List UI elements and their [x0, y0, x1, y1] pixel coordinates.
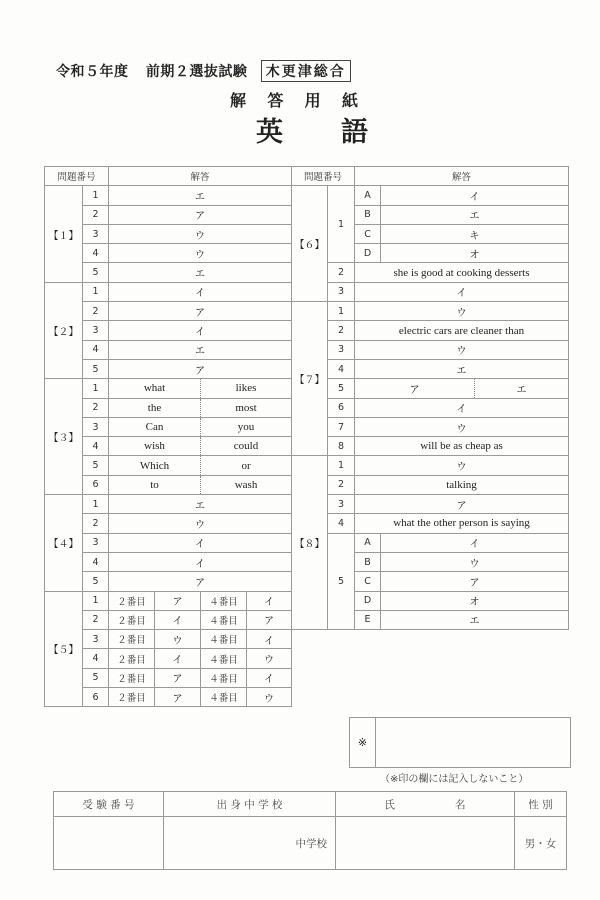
- item-number: 4: [83, 649, 109, 668]
- answer-cell: ウ: [355, 302, 569, 321]
- answer-cell: ア: [155, 668, 201, 687]
- item-number: 4: [83, 437, 109, 456]
- exam-year: 令和５年度: [56, 64, 129, 80]
- table-row: [45, 610, 292, 629]
- table-row: [45, 340, 292, 359]
- table-row: [45, 205, 292, 224]
- table-row: [45, 649, 292, 668]
- table-row: [292, 417, 569, 436]
- subtitle-char: 解: [230, 91, 247, 110]
- answer-cell: ア: [109, 359, 292, 378]
- answer-cell: ウ: [155, 630, 201, 649]
- answer-cell: ア: [381, 572, 569, 591]
- grader-score-area: [376, 718, 570, 767]
- answer-cell: ア: [109, 205, 292, 224]
- table-row: [292, 379, 569, 398]
- answer-cell: ウ: [355, 340, 569, 359]
- item-number: 5: [83, 572, 109, 591]
- subtitle-char: 用: [304, 91, 321, 110]
- answer-cell: likes: [201, 379, 292, 398]
- item-number: 4: [83, 340, 109, 359]
- name-header-char: 名: [455, 798, 466, 811]
- answer-cell: she is good at cooking desserts: [355, 263, 569, 282]
- answer-cell: イ: [247, 630, 292, 649]
- table-row: [45, 591, 292, 610]
- sub-item-label: D: [355, 244, 381, 263]
- sub-item-label: A: [355, 533, 381, 552]
- answer-cell: エ: [109, 495, 292, 514]
- table-row: [45, 437, 292, 456]
- table-row: [45, 668, 292, 687]
- table-row: [45, 572, 292, 591]
- question-label: 【８】: [292, 456, 328, 630]
- sub-item-label: C: [355, 224, 381, 243]
- answer-cell: wish: [109, 437, 201, 456]
- item-number: 4: [328, 514, 355, 533]
- second-position-label: ２番目: [109, 649, 155, 668]
- answer-cell: ア: [155, 591, 201, 610]
- item-number: 2: [83, 398, 109, 417]
- col-question-header: 問題番号: [292, 167, 355, 186]
- name-field[interactable]: [336, 817, 515, 870]
- grader-note: （※印の欄には記入しないこと）: [380, 774, 529, 785]
- answer-cell: will be as cheap as: [355, 437, 569, 456]
- reference-mark: ※: [350, 718, 376, 767]
- question-label: 【１】: [45, 186, 83, 282]
- fourth-position-label: ４番目: [201, 610, 247, 629]
- name-header-char: 氏: [384, 798, 395, 811]
- table-row: [292, 359, 569, 378]
- item-number: 5: [328, 533, 355, 629]
- item-number: 4: [328, 359, 355, 378]
- item-number: 4: [83, 552, 109, 571]
- item-number: 3: [83, 533, 109, 552]
- sub-item-label: B: [355, 552, 381, 571]
- answer-cell: イ: [109, 552, 292, 571]
- item-number: 5: [83, 263, 109, 282]
- second-position-label: ２番目: [109, 688, 155, 707]
- table-row: [45, 456, 292, 475]
- answer-cell: Can: [109, 417, 201, 436]
- question-label: 【２】: [45, 282, 83, 378]
- table-row: [45, 263, 292, 282]
- answer-cell: talking: [355, 475, 569, 494]
- answer-cell: イ: [109, 282, 292, 301]
- table-row: [292, 340, 569, 359]
- school-field[interactable]: [164, 817, 336, 870]
- table-row: [292, 321, 569, 340]
- item-number: 1: [328, 302, 355, 321]
- table-row: [292, 437, 569, 456]
- item-number: 6: [328, 398, 355, 417]
- gender-field[interactable]: 男・女: [515, 817, 567, 870]
- answer-cell: ア: [355, 495, 569, 514]
- answer-cell: ウ: [109, 244, 292, 263]
- table-row: [45, 552, 292, 571]
- item-number: 3: [83, 321, 109, 340]
- answer-cell: キ: [381, 224, 569, 243]
- title-char: 英: [256, 117, 283, 148]
- answer-cell: イ: [381, 186, 569, 205]
- item-number: 1: [328, 186, 355, 263]
- table-row: [45, 533, 292, 552]
- item-number: 5: [83, 359, 109, 378]
- answer-cell: ウ: [109, 224, 292, 243]
- item-number: 1: [83, 495, 109, 514]
- second-position-label: ２番目: [109, 668, 155, 687]
- student-info-table: [53, 791, 567, 870]
- item-number: 3: [328, 340, 355, 359]
- fourth-position-label: ４番目: [201, 668, 247, 687]
- fourth-position-label: ４番目: [201, 688, 247, 707]
- item-number: 3: [83, 630, 109, 649]
- answer-cell: イ: [155, 610, 201, 629]
- second-position-label: ２番目: [109, 591, 155, 610]
- table-row: [292, 495, 569, 514]
- table-row: [45, 688, 292, 707]
- answer-cell: could: [201, 437, 292, 456]
- answer-table-right: [291, 166, 569, 630]
- answer-cell: イ: [381, 533, 569, 552]
- second-position-label: ２番目: [109, 630, 155, 649]
- answer-cell: イ: [355, 282, 569, 301]
- item-number: 7: [328, 417, 355, 436]
- table-row: [45, 321, 292, 340]
- table-row: [45, 302, 292, 321]
- item-number: 1: [83, 591, 109, 610]
- table-row: [292, 456, 569, 475]
- item-number: 6: [83, 688, 109, 707]
- grader-only-box: [349, 717, 571, 768]
- answer-cell: オ: [381, 591, 569, 610]
- item-number: 2: [83, 610, 109, 629]
- table-row: [45, 186, 292, 205]
- item-number: 3: [83, 417, 109, 436]
- table-row: [45, 379, 292, 398]
- col-question-header: 問題番号: [45, 167, 109, 186]
- item-number: 4: [83, 244, 109, 263]
- answer-cell: what: [109, 379, 201, 398]
- answer-cell: イ: [155, 649, 201, 668]
- question-label: 【４】: [45, 495, 83, 591]
- answer-cell: エ: [381, 610, 569, 629]
- item-number: 5: [328, 379, 355, 398]
- sub-item-label: E: [355, 610, 381, 629]
- answer-cell: ウ: [109, 514, 292, 533]
- answer-cell: エ: [109, 186, 292, 205]
- item-number: 2: [328, 263, 355, 282]
- question-label: 【５】: [45, 591, 83, 707]
- table-header-row: [45, 167, 292, 186]
- item-number: 2: [328, 321, 355, 340]
- answer-cell: ウ: [355, 417, 569, 436]
- question-label: 【３】: [45, 379, 83, 495]
- sub-item-label: B: [355, 205, 381, 224]
- answer-cell: エ: [381, 205, 569, 224]
- table-row: [292, 398, 569, 417]
- name-header: [336, 792, 515, 817]
- sub-item-label: A: [355, 186, 381, 205]
- item-number: 5: [83, 668, 109, 687]
- table-header-row: [292, 167, 569, 186]
- answer-cell: ア: [109, 572, 292, 591]
- exam-header: [56, 60, 351, 82]
- table-row: [45, 359, 292, 378]
- table-row: [292, 533, 569, 552]
- answer-cell: or: [201, 456, 292, 475]
- answer-cell: ア: [109, 302, 292, 321]
- item-number: 8: [328, 437, 355, 456]
- answer-cell: to: [109, 475, 201, 494]
- table-row: [292, 282, 569, 301]
- question-label: 【７】: [292, 302, 328, 456]
- item-number: 6: [83, 475, 109, 494]
- exam-number-field[interactable]: [54, 817, 164, 870]
- col-answer-header: 解答: [355, 167, 569, 186]
- answer-cell: ウ: [381, 552, 569, 571]
- answer-cell: the: [109, 398, 201, 417]
- table-row: [45, 630, 292, 649]
- sub-item-label: D: [355, 591, 381, 610]
- answer-table-left: [44, 166, 292, 707]
- school-header: 出 身 中 学 校: [164, 792, 336, 817]
- answer-cell: you: [201, 417, 292, 436]
- answer-cell: イ: [355, 398, 569, 417]
- table-row: [292, 302, 569, 321]
- exam-name: 前期２選抜試験: [145, 64, 248, 80]
- answer-cell: ウ: [355, 456, 569, 475]
- answer-cell: イ: [109, 321, 292, 340]
- answer-sheet-subtitle: [230, 88, 358, 111]
- table-row: [292, 514, 569, 533]
- item-number: 5: [83, 456, 109, 475]
- answer-cell: ア: [155, 688, 201, 707]
- table-row: [45, 475, 292, 494]
- exam-number-header: 受 験 番 号: [54, 792, 164, 817]
- gender-header: 性 別: [515, 792, 567, 817]
- answer-cell: イ: [109, 533, 292, 552]
- table-row: [45, 514, 292, 533]
- table-row: [45, 417, 292, 436]
- answer-cell: ア: [247, 610, 292, 629]
- subject-title: [256, 110, 368, 149]
- second-position-label: ２番目: [109, 610, 155, 629]
- table-row: [45, 398, 292, 417]
- answer-cell: most: [201, 398, 292, 417]
- answer-cell: エ: [109, 340, 292, 359]
- table-row: [45, 495, 292, 514]
- item-number: 1: [328, 456, 355, 475]
- item-number: 3: [328, 495, 355, 514]
- item-number: 2: [328, 475, 355, 494]
- item-number: 2: [83, 514, 109, 533]
- answer-cell: ウ: [247, 688, 292, 707]
- item-number: 2: [83, 205, 109, 224]
- item-number: 2: [83, 302, 109, 321]
- answer-cell: ウ: [247, 649, 292, 668]
- answer-cell: エ: [109, 263, 292, 282]
- answer-cell: what the other person is saying: [355, 514, 569, 533]
- table-row: [45, 282, 292, 301]
- school-name-box: 木更津総合: [261, 60, 351, 82]
- item-number: 3: [328, 282, 355, 301]
- answer-cell: イ: [247, 668, 292, 687]
- item-number: 1: [83, 379, 109, 398]
- answer-cell: ア: [355, 379, 475, 398]
- answer-cell: electric cars are cleaner than: [355, 321, 569, 340]
- item-number: 1: [83, 282, 109, 301]
- answer-cell: エ: [475, 379, 569, 398]
- answer-cell: オ: [381, 244, 569, 263]
- fourth-position-label: ４番目: [201, 649, 247, 668]
- sub-item-label: C: [355, 572, 381, 591]
- item-number: 3: [83, 224, 109, 243]
- col-answer-header: 解答: [109, 167, 292, 186]
- fourth-position-label: ４番目: [201, 630, 247, 649]
- answer-cell: wash: [201, 475, 292, 494]
- table-row: [45, 224, 292, 243]
- item-number: 1: [83, 186, 109, 205]
- table-row: [292, 186, 569, 205]
- answer-cell: イ: [247, 591, 292, 610]
- school-suffix: 中学校: [295, 837, 327, 850]
- table-row: [292, 475, 569, 494]
- question-label: 【６】: [292, 186, 328, 302]
- answer-cell: エ: [355, 359, 569, 378]
- subtitle-char: 答: [267, 91, 284, 110]
- title-char: 語: [341, 117, 368, 148]
- table-row: [292, 263, 569, 282]
- subtitle-char: 紙: [341, 91, 358, 110]
- table-row: [45, 244, 292, 263]
- fourth-position-label: ４番目: [201, 591, 247, 610]
- answer-cell: Which: [109, 456, 201, 475]
